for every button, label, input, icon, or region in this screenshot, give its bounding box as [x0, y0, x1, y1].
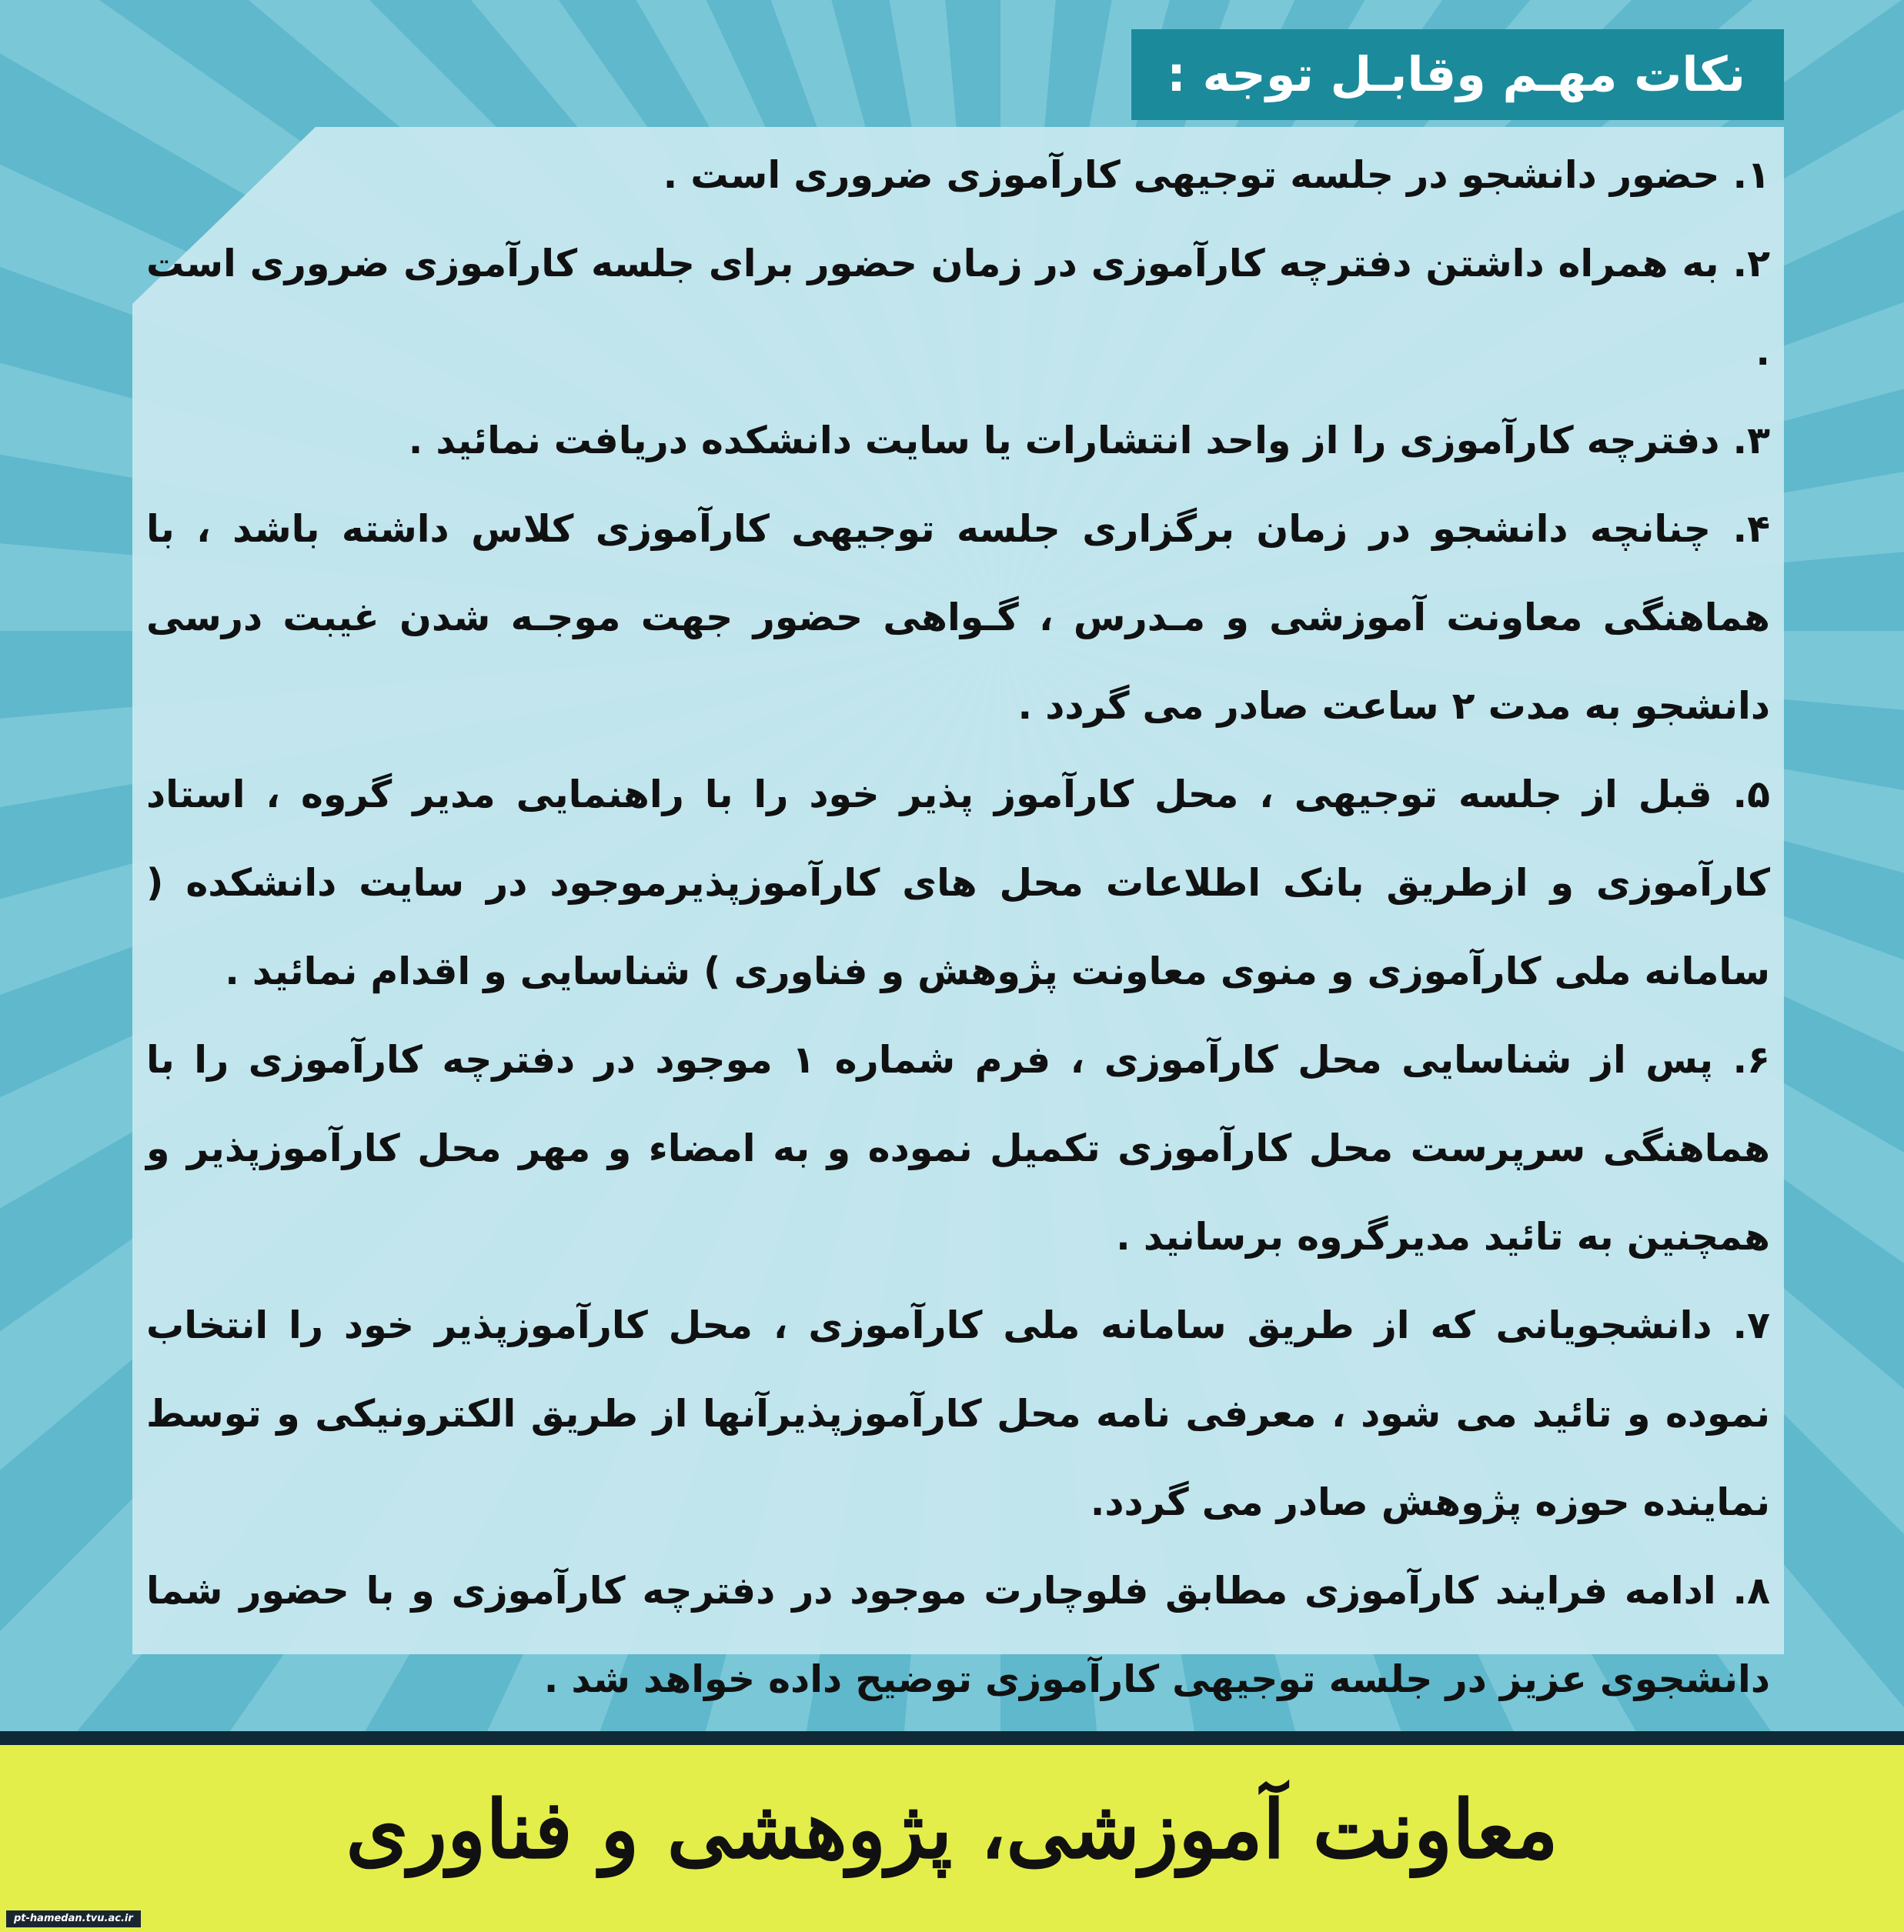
note-item: ۵. قبل از جلسه توجیهی ، محل کارآموز پذیر خود را با راهنمایی مدیر گروه ، استاد کارآموزی و ازطریق بانک اطلاعات محل های کارآموزپذیرموجود در سایت دانشکده ( سامانه ملی کارآموزی و منوی معاونت پژوهش و فناوری ) شناسایی و اقدام نمائید . — [146, 772, 1770, 993]
notes-heading: نکات مهـم وقابـل توجه : — [1167, 46, 1745, 102]
note-item: ۳. دفترچه کارآموزی را از واحد انتشارات یا سایت دانشکده دریافت نمائید . — [408, 419, 1770, 462]
notes-list — [146, 131, 1770, 1723]
site-url-label: pt-hamedan.tvu.ac.ir — [6, 1910, 141, 1927]
footer-title: معاونت آموزشی، پژوهشی و فناوری — [346, 1782, 1558, 1877]
note-item: ۲. به همراه داشتن دفترچه کارآموزی در زمان حضور برای جلسه کارآموزی ضروری است . — [146, 242, 1770, 374]
note-item: ۶. پس از شناسایی محل کارآموزی ، فرم شماره ۱ موجود در دفترچه کارآموزی را با هماهنگی سرپرست محل کارآموزی تکمیل نموده و به امضاء و مهر محل کارآموزپذیر و همچنین به تائید مدیرگروه برسانید . — [146, 1038, 1770, 1259]
note-item: ۷. دانشجویانی که از طریق سامانه ملی کارآموزی ، محل کارآموزپذیر خود را انتخاب نموده و تائید می شود ، معرفی نامه محل کارآموزپذیرآنها از طریق الکترونیکی و توسط نماینده حوزه پژوهش صادر می گردد. — [146, 1303, 1770, 1524]
note-item: ۱. حضور دانشجو در جلسه توجیهی کارآموزی ضروری است . — [663, 153, 1770, 197]
note-item: ۴. چنانچه دانشجو در زمان برگزاری جلسه توجیهی کارآموزی کلاس داشته باشد ، با هماهنگی معاونت آموزشی و مـدرس ، گـواهی حضور جهت موجـه شدن غیبت درسی دانشجو به مدت ۲ ساعت صادر می گردد . — [146, 507, 1770, 728]
note-item: ۸. ادامه فرایند کارآموزی مطابق فلوچارت موجود در دفترچه کارآموزی و با حضور شما دانشجوی عزیز در جلسه توجیهی کارآموزی توضیح داده خواهد شد . — [146, 1569, 1770, 1701]
